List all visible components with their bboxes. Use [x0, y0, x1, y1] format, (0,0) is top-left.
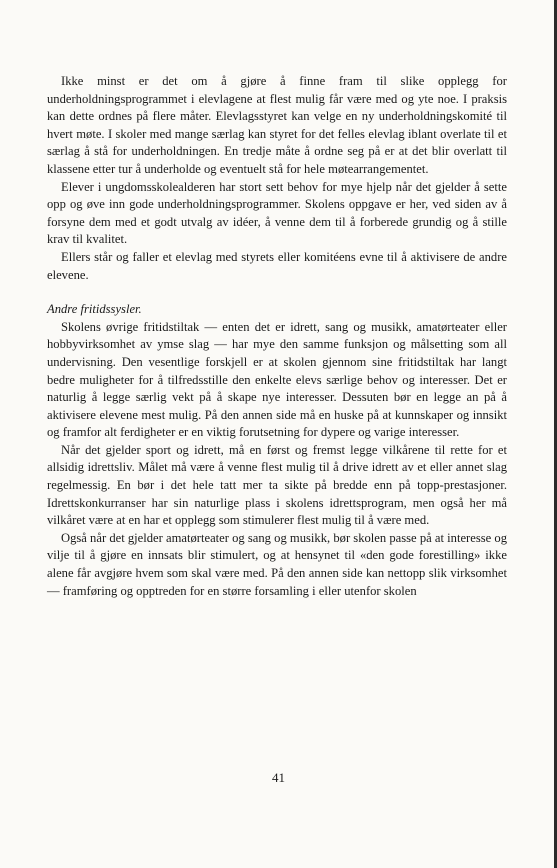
paragraph-5: Når det gjelder sport og idrett, må en først og fremst legge vilkårene til rette for et allsidig idrettsliv. Målet må være å venne flest mulig til å drive idrett av et eller annet slag regelmessig. En bør i det hele tatt mer ta sikte på bredde enn på topp-prestasjoner. Idrettskonkurranser har sin naturlige plass i skolens idrettsprogram, men også her må vilkåret være at en har et opplegg som stimulerer flest mulig til å være med.: [47, 442, 507, 528]
text-column: [47, 73, 507, 600]
paragraph-4: Skolens øvrige fritidstiltak — enten det er idrett, sang og musikk, amatørteater eller hobbyvirksomhet av ymse slag — har mye den samme funksjon og målsetting som all undervisning. Den vesentlige forskjell er at skolen gjennom sine fritidstiltak har langt bedre muligheter for å tilfredsstille den enkelte elevs særlige behov og interesser. Det er naturlig å legge særlig vekt på å skape nye interesser. Dessuten bør en legge an på å aktivisere elevene mest mulig. På den annen side må en huske på at kunnskaper og innsikt og framfor alt ferdigheter er en viktig forutsetning for dypere og varige interesser.: [47, 319, 507, 440]
page-number: 41: [272, 770, 285, 785]
section-heading: Andre fritidssysler.: [47, 302, 142, 317]
paragraph-3: Ellers står og faller et elevlag med styrets eller komitéens evne til å aktivisere de andre elevene.: [47, 249, 507, 282]
paragraph-6: Også når det gjelder amatørteater og sang og musikk, bør skolen passe på at interesse og vilje til å gjøre en innsats blir stimulert, og at hensynet til «den gode forestilling» ikke alene får avgjøre hvem som skal være med. På den annen side kan nettopp slik virksomhet — framføring og opptreden for en større forsamling i eller utenfor skolen: [47, 530, 507, 598]
paragraph-2: Elever i ungdomsskolealderen har stort sett behov for mye hjelp når det gjelder å sette opp og øve inn gode underholdningsprogrammer. Skolens oppgave er her, ved siden av å forsyne dem med et godt utvalg av idéer, å venne dem til å forberede grundig og å stille krav til kvalitet.: [47, 179, 507, 247]
paragraph-1: Ikke minst er det om å gjøre å finne fram til slike opplegg for underholdningsprogrammet i elevlagene at flest mulig får være med og yte noe. I praksis kan dette ordnes på flere måter. Elevlagsstyret kan velge en ny underholdningskomité til hvert møte. I skoler med mange særlag kan styret for det felles elevlag iblant overlate til et særlag å stå for underholdningen. En tredje måte å ordne seg på er at det blir overlatt til klassene etter tur å underholde og eventuelt stå for hele møtearrangementet.: [47, 74, 507, 176]
